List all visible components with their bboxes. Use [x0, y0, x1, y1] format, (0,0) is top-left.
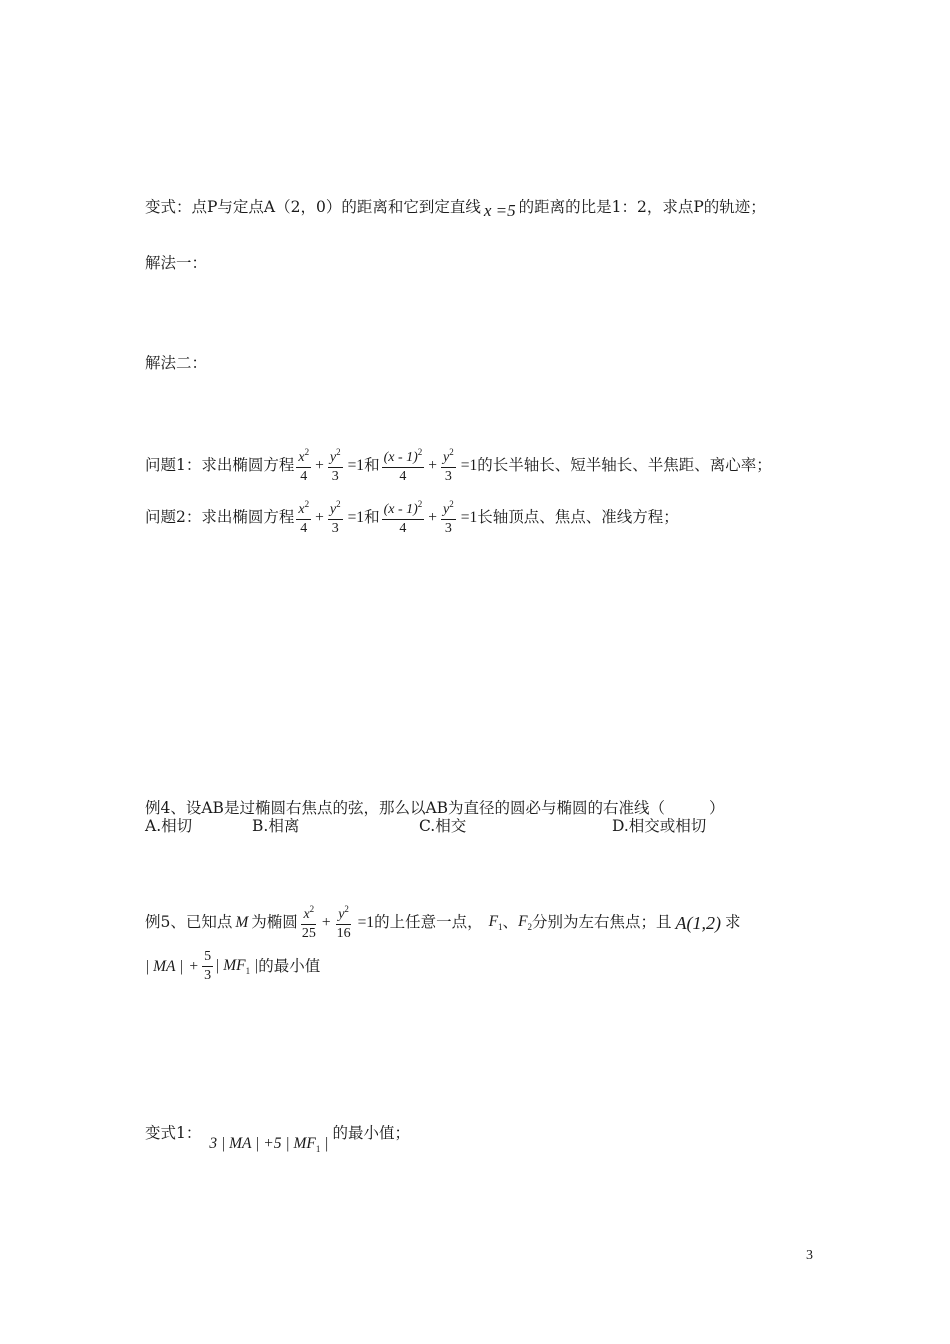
connector: 和: [364, 508, 380, 527]
option-b: B.相离: [252, 817, 300, 836]
fraction: $\frac{y^2}{3}$: [443, 499, 454, 536]
fraction: $\frac{x^2}{4}$: [298, 447, 310, 484]
example-5: 例5、已知点 M 为椭圆 $\frac{x^2}{25}$ + $\frac{y^2}{16}$ =1 的上任意一点， $F_1$ 、 $F_2$ 分别为左右焦点；且 A(1,2) 求: [145, 904, 741, 941]
question-2-suffix: 长轴顶点、焦点、准线方程；: [477, 508, 679, 527]
solution-2-label: 解法二：: [145, 354, 208, 372]
variant-problem-suffix: 的距离的比是1：2，求点P的轨迹；: [518, 197, 766, 216]
fraction: $\frac{x^2}{25}$: [301, 904, 316, 941]
fraction: $\frac{y^2}{3}$: [443, 447, 454, 484]
variant-1-expression: 3 | MA | +5 | $MF_1$ |: [209, 1135, 329, 1154]
fraction: $\frac{y^2}{3}$: [329, 499, 341, 536]
fraction: $\frac{5}{3}$: [204, 949, 212, 983]
connector: 和: [364, 456, 380, 475]
example-4-stem: 例4、设AB是过椭圆右焦点的弦，那么以AB为直径的圆必与椭圆的右准线（ ）: [145, 799, 725, 817]
page-number: 3: [806, 1248, 813, 1263]
fraction: $\frac{y^2}{3}$: [329, 447, 341, 484]
example-5-expression: | MA | + $\frac{5}{3}$ | $MF_1$ | 的最小值: [145, 949, 321, 983]
option-c: C.相交: [419, 817, 467, 836]
variant-1: 变式1： 3 | MA | +5 | $MF_1$ | 的最小值；: [145, 1124, 411, 1154]
option-d: D.相交或相切: [612, 817, 707, 836]
variant-problem: [145, 197, 766, 220]
question-1-suffix: 的长半轴长、短半轴长、半焦距、离心率；: [477, 456, 772, 475]
question-2-label: 问题2：求出椭圆方程: [145, 508, 295, 527]
question-1-label: 问题1：求出椭圆方程: [145, 456, 295, 475]
variant-problem-prefix: 变式：点P与定点A（2，0）的距离和它到定直线: [145, 197, 481, 216]
fraction: $\frac{x^2}{4}$: [298, 499, 310, 536]
fraction: $\frac{y^2}{16}$: [336, 904, 351, 941]
question-1: 问题1：求出椭圆方程 $\frac{x^2}{4}$ + $\frac{y^2}{3}$ =1 和 $\frac{(x - 1)^2}{4}$ + $\frac{y^2}{3}$ =1 的长半轴长、短半轴长、半焦距、离心率；: [145, 447, 772, 484]
question-2: 问题2：求出椭圆方程 $\frac{x^2}{4}$ + $\frac{y^2}{3}$ =1 和 $\frac{(x - 1)^2}{4}$ + $\frac{y^2}{3}$ =1 长轴顶点、焦点、准线方程；: [145, 499, 679, 536]
fraction: $\frac{(x - 1)^2}{4}$: [383, 499, 423, 536]
solution-1-label: 解法一：: [145, 254, 208, 272]
variant-problem-equation: x =5: [483, 201, 516, 220]
fraction: $\frac{(x - 1)^2}{4}$: [383, 447, 423, 484]
option-a: A.相切: [145, 817, 193, 836]
